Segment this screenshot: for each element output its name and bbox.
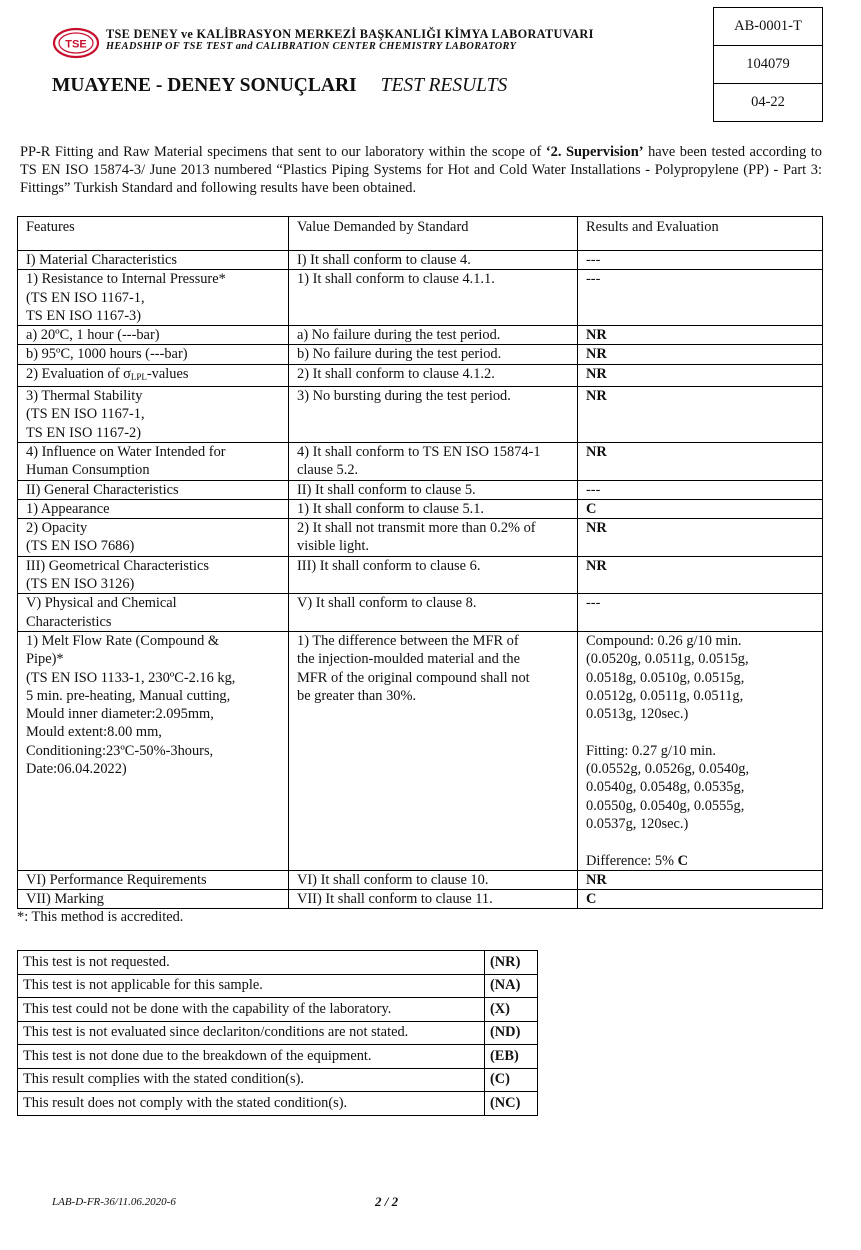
accreditation-footnote: *: This method is accredited. [17, 909, 184, 925]
feature-text: Human Consumption [26, 462, 150, 479]
result-cell [578, 326, 823, 345]
standard-text: VII) It shall conform to clause 11. [297, 891, 493, 908]
legend-row [18, 998, 538, 1022]
result-text: 0.0518g, 0.0510g, 0.0515g, [586, 669, 745, 686]
legend-code: (NA) [485, 974, 538, 998]
feature-cell [18, 890, 289, 909]
standard-value-cell [289, 556, 578, 594]
result-cell [578, 556, 823, 594]
standard-value-cell [289, 499, 578, 518]
result-text: Fitting: 0.27 g/10 min. [586, 742, 716, 759]
standard-value-cell [289, 631, 578, 870]
feature-text: II) General Characteristics [26, 481, 179, 498]
form-code: LAB-D-FR-36/11.06.2020-6 [52, 1196, 176, 1208]
feature-cell [18, 345, 289, 364]
document-code-box [713, 7, 823, 122]
feature-text: Conditioning:23ºC-50%-3hours, [26, 742, 214, 759]
standard-text: II) It shall conform to clause 5. [297, 481, 476, 498]
result-text: 0.0537g, 120sec.) [586, 815, 689, 832]
feature-cell [18, 270, 289, 326]
legend-description: This test is not evaluated since declariton/conditions are not stated. [18, 1021, 485, 1045]
feature-cell [18, 480, 289, 499]
feature-text: VII) Marking [26, 891, 104, 908]
standard-value-cell [289, 442, 578, 480]
feature-text: -values [146, 365, 189, 382]
legend-row [18, 1045, 538, 1069]
feature-text: TS EN ISO 1167-3) [26, 307, 141, 324]
standard-text: visible light. [297, 538, 369, 555]
standard-text: b) No failure during the test period. [297, 346, 502, 363]
org-name-tr: TSE DENEY ve KALİBRASYON MERKEZİ BAŞKANLIĞI KİMYA LABORATUVARI [106, 27, 594, 41]
result-text: NR [586, 327, 607, 344]
result-text: NR [586, 346, 607, 363]
result-text: NR [586, 443, 607, 460]
column-header: Value Demanded by Standard [289, 217, 578, 251]
standard-value-cell [289, 270, 578, 326]
standard-value-cell [289, 387, 578, 443]
standard-text: be greater than 30%. [297, 687, 417, 704]
page-title [52, 75, 507, 97]
feature-text: V) Physical and Chemical [26, 595, 177, 612]
feature-text: 4) Influence on Water Intended for [26, 443, 226, 460]
tse-logo [52, 27, 100, 59]
standard-value-cell [289, 519, 578, 557]
standard-text: a) No failure during the test period. [297, 327, 501, 344]
result-cell [578, 442, 823, 480]
report-code: AB-0001-T [714, 8, 822, 46]
feature-cell [18, 556, 289, 594]
feature-text: 1) Appearance [26, 500, 110, 517]
result-text: --- [586, 595, 601, 612]
feature-cell [18, 519, 289, 557]
result-text: NR [586, 388, 607, 405]
column-header: Features [18, 217, 289, 251]
feature-text: (TS EN ISO 1133-1, 230ºC-2.16 kg, [26, 669, 236, 686]
standard-value-cell [289, 345, 578, 364]
result-text: (0.0552g, 0.0526g, 0.0540g, [586, 761, 750, 778]
title-tr: MUAYENE - DENEY SONUÇLARI [52, 75, 357, 96]
feature-cell [18, 870, 289, 889]
standard-text: the injection-moulded material and the [297, 651, 520, 668]
legend-description: This test is not done due to the breakdown of the equipment. [18, 1045, 485, 1069]
feature-text: (TS EN ISO 3126) [26, 576, 135, 593]
standard-text: III) It shall conform to clause 6. [297, 557, 481, 574]
table-row [18, 480, 823, 499]
feature-text: TS EN ISO 1167-2) [26, 424, 141, 441]
standard-text: 3) No bursting during the test period. [297, 388, 511, 405]
result-text: 0.0512g, 0.0511g, 0.0511g, [586, 687, 744, 704]
standard-text: I) It shall conform to clause 4. [297, 252, 471, 268]
feature-text: I) Material Characteristics [26, 252, 178, 268]
result-cell [578, 364, 823, 386]
feature-cell [18, 499, 289, 518]
report-number: 104079 [714, 46, 822, 84]
report-date: 04-22 [751, 94, 785, 110]
result-cell [578, 499, 823, 518]
legend-row [18, 1021, 538, 1045]
result-text: NR [586, 557, 607, 574]
feature-text: Characteristics [26, 613, 112, 630]
legend-table [17, 950, 538, 1116]
table-row [18, 499, 823, 518]
standard-text: 2) It shall conform to clause 4.1.2. [297, 365, 495, 382]
table-row [18, 519, 823, 557]
feature-text: Date:06.04.2022) [26, 761, 127, 778]
feature-text: 1) Resistance to Internal Pressure* [26, 271, 226, 288]
feature-text: a) 20ºC, 1 hour (---bar) [26, 327, 160, 344]
standard-text: VI) It shall conform to clause 10. [297, 871, 489, 888]
feature-text: Pipe)* [26, 651, 64, 668]
result-text: --- [586, 271, 601, 288]
result-cell [578, 387, 823, 443]
title-en: TEST RESULTS [380, 75, 508, 96]
legend-description: This result does not comply with the stated condition(s). [18, 1092, 485, 1116]
legend-code: (NC) [485, 1092, 538, 1116]
standard-text: 1) It shall conform to clause 4.1.1. [297, 271, 495, 288]
legend-row [18, 1068, 538, 1092]
result-text: --- [586, 481, 601, 498]
feature-text: Mould inner diameter:2.095mm, [26, 706, 214, 723]
legend-row [18, 974, 538, 998]
result-text: C [586, 500, 597, 517]
legend-description: This test is not requested. [18, 951, 485, 975]
table-row [18, 870, 823, 889]
feature-cell [18, 631, 289, 870]
standard-text: 1) The difference between the MFR of [297, 632, 519, 649]
table-row [18, 556, 823, 594]
result-cell [578, 631, 823, 870]
table-row [18, 594, 823, 632]
result-text: C [586, 891, 597, 908]
result-text: NR [586, 520, 607, 537]
result-cell [578, 480, 823, 499]
feature-text: 2) Evaluation of σ [26, 365, 131, 382]
legend-description: This test could not be done with the capability of the laboratory. [18, 998, 485, 1022]
standard-text: 4) It shall conform to TS EN ISO 15874-1 [297, 443, 541, 460]
table-row [18, 442, 823, 480]
result-text: 0.0540g, 0.0548g, 0.0535g, [586, 779, 745, 796]
feature-cell [18, 387, 289, 443]
feature-text: 3) Thermal Stability [26, 388, 143, 405]
table-row [18, 270, 823, 326]
result-text: Difference: 5% [586, 852, 678, 869]
standard-text: 2) It shall not transmit more than 0.2% of [297, 520, 536, 537]
standard-value-cell [289, 870, 578, 889]
table-row [18, 251, 823, 270]
standard-value-cell [289, 890, 578, 909]
feature-text: b) 95ºC, 1000 hours (---bar) [26, 346, 188, 363]
result-cell [578, 345, 823, 364]
table-row [18, 890, 823, 909]
standard-value-cell [289, 251, 578, 270]
result-cell [578, 594, 823, 632]
legend-code: (X) [485, 998, 538, 1022]
table-row [18, 387, 823, 443]
standard-text: clause 5.2. [297, 462, 359, 479]
feature-cell [18, 442, 289, 480]
standard-text: MFR of the original compound shall not [297, 669, 530, 686]
standard-value-cell [289, 364, 578, 386]
legend-code: (EB) [485, 1045, 538, 1069]
feature-text: 5 min. pre-heating, Manual cutting, [26, 687, 231, 704]
result-cell [578, 270, 823, 326]
result-text: NR [586, 871, 607, 888]
feature-text: (TS EN ISO 1167-1, [26, 289, 145, 306]
result-text: 0.0513g, 120sec.) [586, 706, 689, 723]
page-number: 2 / 2 [375, 1194, 399, 1209]
legend-row [18, 951, 538, 975]
feature-text: (TS EN ISO 7686) [26, 538, 135, 555]
result-code: C [677, 852, 689, 869]
result-cell [578, 251, 823, 270]
feature-text: 1) Melt Flow Rate (Compound & [26, 632, 220, 649]
standard-text: V) It shall conform to clause 8. [297, 595, 477, 612]
result-text: Compound: 0.26 g/10 min. [586, 632, 742, 649]
svg-text:TSE: TSE [65, 38, 87, 51]
result-text: --- [586, 252, 601, 268]
table-header-row [18, 217, 823, 251]
result-text: 0.0550g, 0.0540g, 0.0555g, [586, 797, 745, 814]
result-cell [578, 870, 823, 889]
table-row [18, 326, 823, 345]
feature-text: (TS EN ISO 1167-1, [26, 406, 145, 423]
table-row [18, 364, 823, 386]
result-cell [578, 519, 823, 557]
standard-value-cell [289, 594, 578, 632]
column-header: Results and Evaluation [578, 217, 823, 251]
table-row [18, 631, 823, 870]
feature-cell [18, 594, 289, 632]
legend-description: This test is not applicable for this sample. [18, 974, 485, 998]
feature-cell [18, 251, 289, 270]
feature-subscript: LPL [130, 371, 147, 382]
legend-code: (C) [485, 1068, 538, 1092]
result-text: NR [586, 365, 607, 382]
org-name-en: HEADSHIP OF TSE TEST and CALIBRATION CENTER CHEMISTRY LABORATORY [106, 41, 517, 52]
result-text: (0.0520g, 0.0511g, 0.0515g, [586, 651, 749, 668]
legend-code: (ND) [485, 1021, 538, 1045]
legend-code: (NR) [485, 951, 538, 975]
legend-description: This result complies with the stated condition(s). [18, 1068, 485, 1092]
feature-cell [18, 364, 289, 386]
feature-text: Mould extent:8.00 mm, [26, 724, 162, 741]
feature-text: III) Geometrical Characteristics [26, 557, 209, 574]
result-cell [578, 890, 823, 909]
intro-paragraph: PP-R Fitting and Raw Material specimens that sent to our laboratory within the scope of ‘2. Supervision’ have been tested according to TS EN ISO 15874-3/ June 2013 numbered “Plastics Piping Systems for Hot and Cold Water Installations - Polypropylene (PP) - Part 3: Fittings” Turkish Standard and following results have been obtained. [20, 144, 823, 196]
test-results-table [17, 216, 823, 909]
feature-text: VI) Performance Requirements [26, 871, 207, 888]
standard-text: 1) It shall conform to clause 5.1. [297, 500, 485, 517]
table-row [18, 345, 823, 364]
standard-value-cell [289, 480, 578, 499]
standard-value-cell [289, 326, 578, 345]
legend-row [18, 1092, 538, 1116]
feature-cell [18, 326, 289, 345]
feature-text: 2) Opacity [26, 520, 88, 537]
